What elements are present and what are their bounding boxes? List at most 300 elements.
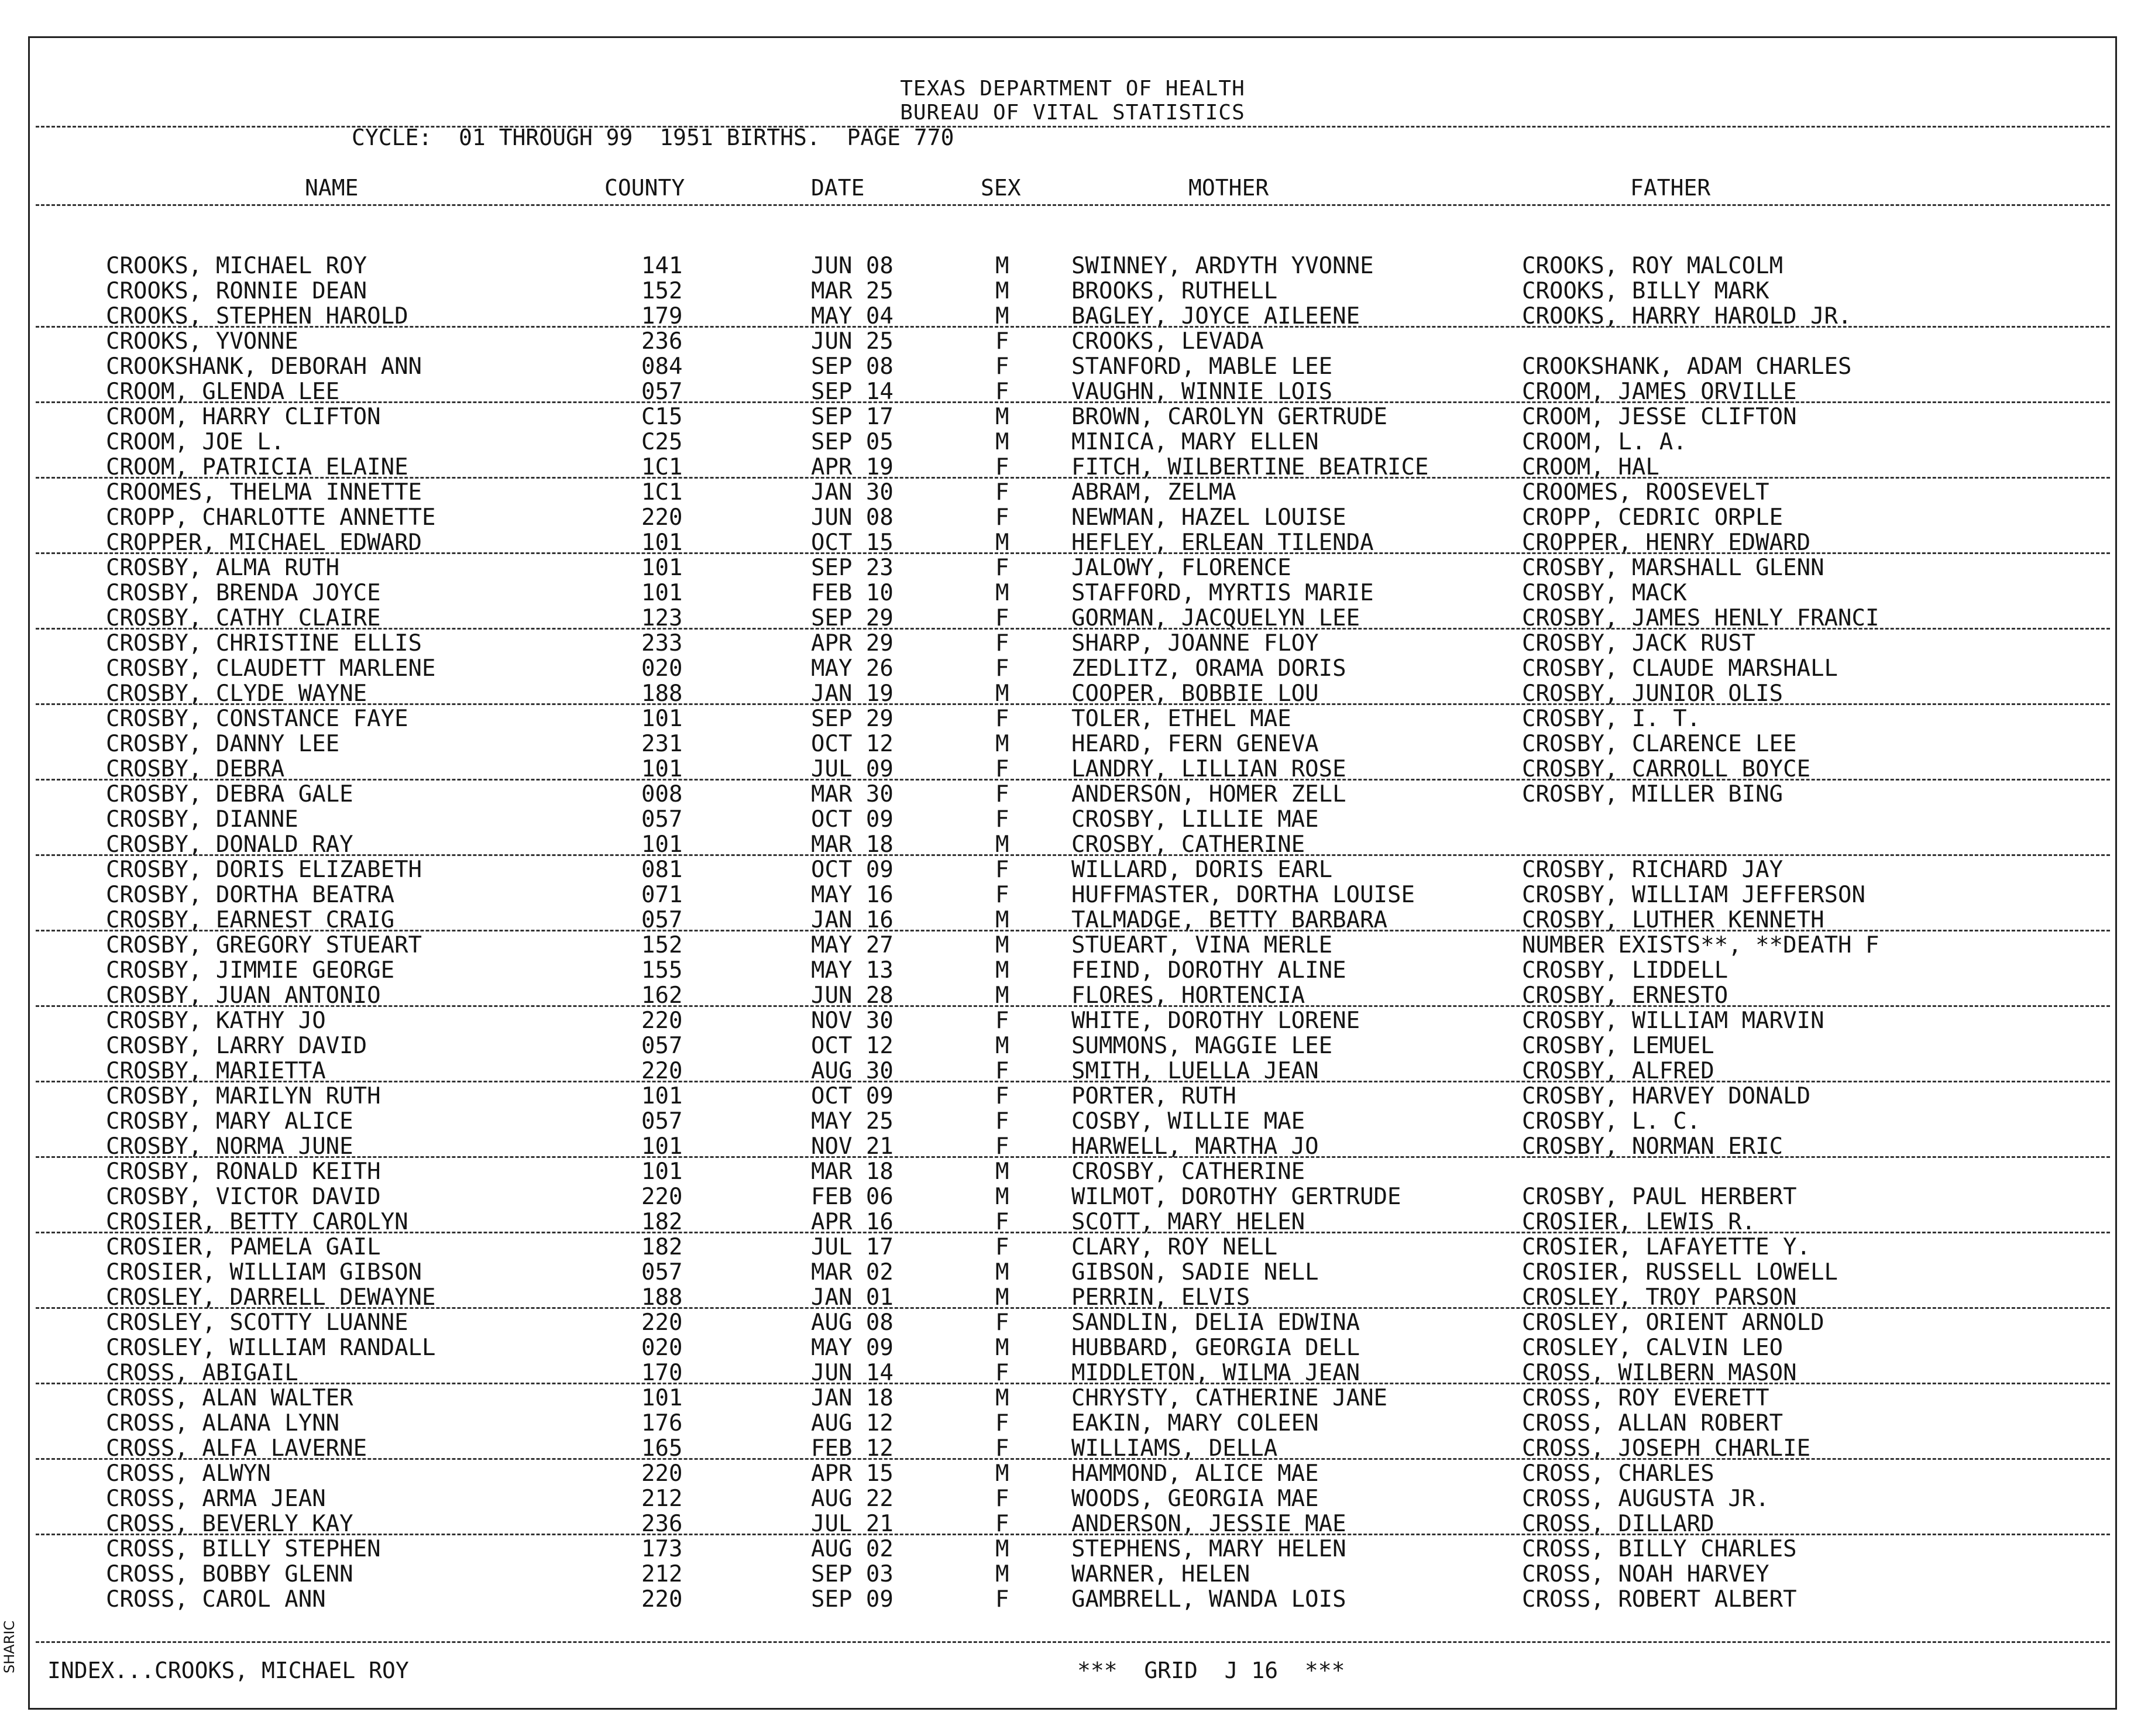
bureau-title: BUREAU OF VITAL STATISTICS (900, 101, 1245, 125)
cell-county: 101 (641, 756, 683, 782)
table-row (30, 1159, 2115, 1185)
cell-father: CROSIER, LEWIS R. (1522, 1209, 1756, 1235)
cell-father: CROSBY, JACK RUST (1522, 630, 1756, 656)
row-divider (36, 401, 2110, 403)
cell-sex: F (995, 379, 1009, 405)
cell-county: 152 (641, 932, 683, 958)
cell-date: SEP 05 (811, 429, 893, 455)
cell-date: FEB 06 (811, 1184, 893, 1210)
cell-father: CROSS, DILLARD (1522, 1511, 1714, 1537)
department-title: TEXAS DEPARTMENT OF HEALTH (900, 77, 1245, 101)
cell-county: 220 (641, 1586, 683, 1613)
cell-sex: M (995, 1335, 1009, 1361)
cell-name: CROSS, BILLY STEPHEN (106, 1536, 381, 1562)
cell-date: OCT 09 (811, 857, 893, 883)
cell-name: CROSS, BOBBY GLENN (106, 1561, 353, 1587)
table-row (30, 1008, 2115, 1034)
cell-date: APR 29 (811, 630, 893, 656)
table-row (30, 429, 2115, 455)
cell-county: 101 (641, 706, 683, 732)
cell-father: CROPPER, HENRY EDWARD (1522, 530, 1811, 556)
cell-date: FEB 10 (811, 580, 893, 606)
cell-name: CROPPER, MICHAEL EDWARD (106, 530, 422, 556)
cell-date: SEP 08 (811, 353, 893, 380)
cell-date: MAR 25 (811, 278, 893, 304)
cell-county: 057 (641, 1108, 683, 1135)
table-row (30, 857, 2115, 883)
cell-mother: CHRYSTY, CATHERINE JANE (1071, 1385, 1388, 1411)
column-header-father: FATHER (1630, 175, 1711, 201)
cell-name: CROSBY, JUAN ANTONIO (106, 982, 381, 1009)
cell-date: OCT 09 (811, 806, 893, 833)
cell-date: AUG 08 (811, 1309, 893, 1336)
cell-sex: M (995, 429, 1009, 455)
cell-name: CROPP, CHARLOTTE ANNETTE (106, 504, 436, 531)
cell-sex: M (995, 303, 1009, 329)
cell-date: JUN 08 (811, 504, 893, 531)
cell-county: 182 (641, 1209, 683, 1235)
cell-mother: SMITH, LUELLA JEAN (1071, 1058, 1319, 1084)
cell-mother: CROSBY, CATHERINE (1071, 1159, 1305, 1185)
cell-county: 141 (641, 253, 683, 279)
cell-county: 101 (641, 1385, 683, 1411)
cell-county: 101 (641, 1083, 683, 1109)
column-header-name: NAME (305, 175, 359, 201)
cell-mother: STEPHENS, MARY HELEN (1071, 1536, 1346, 1562)
cell-name: CROSBY, MARIETTA (106, 1058, 326, 1084)
divider (36, 126, 2110, 128)
cell-mother: EAKIN, MARY COLEEN (1071, 1410, 1319, 1436)
cell-father: CROOKS, HARRY HAROLD JR. (1522, 303, 1852, 329)
cell-sex: M (995, 530, 1009, 556)
cell-name: CROSBY, DORIS ELIZABETH (106, 857, 422, 883)
cell-name: CROSIER, WILLIAM GIBSON (106, 1259, 422, 1285)
cell-father: CROOMES, ROOSEVELT (1522, 479, 1769, 506)
cell-mother: MINICA, MARY ELLEN (1071, 429, 1319, 455)
cell-county: 101 (641, 1159, 683, 1185)
cell-sex: F (995, 479, 1009, 506)
cell-date: MAY 16 (811, 882, 893, 908)
row-divider (36, 930, 2110, 931)
divider (36, 204, 2110, 206)
table-row (30, 731, 2115, 757)
table-row (30, 1461, 2115, 1487)
cell-county: 182 (641, 1234, 683, 1260)
cell-mother: CLARY, ROY NELL (1071, 1234, 1278, 1260)
cell-date: OCT 12 (811, 731, 893, 757)
cell-father: CROSBY, RICHARD JAY (1522, 857, 1783, 883)
cell-name: CROSS, ALAN WALTER (106, 1385, 353, 1411)
table-row (30, 706, 2115, 732)
cell-name: CROSIER, PAMELA GAIL (106, 1234, 381, 1260)
cell-name: CROOMES, THELMA INNETTE (106, 479, 422, 506)
cell-county: 057 (641, 379, 683, 405)
cell-date: MAY 26 (811, 655, 893, 682)
cell-sex: M (995, 580, 1009, 606)
cell-name: CROOKS, YVONNE (106, 328, 298, 355)
cell-father: CROSBY, WILLIAM MARVIN (1522, 1008, 1824, 1034)
cell-county: 220 (641, 1460, 683, 1487)
cell-county: 220 (641, 1184, 683, 1210)
cell-county: 170 (641, 1360, 683, 1386)
table-row (30, 1260, 2115, 1285)
cell-father: CROSBY, L. C. (1522, 1108, 1701, 1135)
cell-name: CROOM, PATRICIA ELAINE (106, 454, 408, 480)
table-row (30, 555, 2115, 581)
cell-name: CROSS, CAROL ANN (106, 1586, 326, 1613)
cell-county: 1C1 (641, 479, 683, 506)
cell-date: MAY 09 (811, 1335, 893, 1361)
cell-mother: GIBSON, SADIE NELL (1071, 1259, 1319, 1285)
cell-father: NUMBER EXISTS**, **DEATH F (1522, 932, 1879, 958)
cell-mother: HUFFMASTER, DORTHA LOUISE (1071, 882, 1415, 908)
cell-father: CROOM, HAL (1522, 454, 1659, 480)
cell-father: CROOM, JESSE CLIFTON (1522, 404, 1797, 430)
cell-mother: BROOKS, RUTHELL (1071, 278, 1278, 304)
table-row (30, 933, 2115, 958)
cell-mother: HARWELL, MARTHA JO (1071, 1133, 1319, 1160)
cell-mother: SANDLIN, DELIA EDWINA (1071, 1309, 1360, 1336)
side-stamp: SHARIC (1, 1620, 18, 1673)
cell-county: 101 (641, 831, 683, 858)
cell-father: CROSBY, LIDDELL (1522, 957, 1728, 984)
cell-county: 220 (641, 504, 683, 531)
cell-date: SEP 29 (811, 706, 893, 732)
cell-sex: M (995, 731, 1009, 757)
cell-father: CROSBY, ALFRED (1522, 1058, 1714, 1084)
table-row (30, 882, 2115, 908)
cell-date: MAR 18 (811, 831, 893, 858)
cell-name: CROOKS, RONNIE DEAN (106, 278, 367, 304)
cell-father: CROSBY, PAUL HERBERT (1522, 1184, 1797, 1210)
cell-mother: GAMBRELL, WANDA LOIS (1071, 1586, 1346, 1613)
cell-sex: F (995, 1133, 1009, 1160)
cell-county: 101 (641, 1133, 683, 1160)
cell-county: 057 (641, 1259, 683, 1285)
cell-sex: M (995, 278, 1009, 304)
cell-sex: F (995, 882, 1009, 908)
cell-sex: F (995, 1586, 1009, 1613)
cell-mother: TALMADGE, BETTY BARBARA (1071, 907, 1388, 933)
cell-county: 220 (641, 1309, 683, 1336)
cell-mother: ZEDLITZ, ORAMA DORIS (1071, 655, 1346, 682)
cell-date: SEP 14 (811, 379, 893, 405)
cell-father: CROSS, AUGUSTA JR. (1522, 1486, 1769, 1512)
cell-father: CROPP, CEDRIC ORPLE (1522, 504, 1783, 531)
cell-sex: F (995, 857, 1009, 883)
cell-county: C25 (641, 429, 683, 455)
cell-sex: F (995, 1234, 1009, 1260)
cell-father: CROSIER, RUSSELL LOWELL (1522, 1259, 1838, 1285)
cell-county: 231 (641, 731, 683, 757)
cell-sex: F (995, 353, 1009, 380)
cell-date: JAN 19 (811, 680, 893, 707)
cell-name: CROSBY, CATHY CLAIRE (106, 605, 381, 631)
cell-father: CROSS, BILLY CHARLES (1522, 1536, 1797, 1562)
cell-sex: M (995, 1385, 1009, 1411)
cell-father: CROSIER, LAFAYETTE Y. (1522, 1234, 1811, 1260)
row-divider (36, 779, 2110, 781)
cell-date: MAR 18 (811, 1159, 893, 1185)
cell-sex: F (995, 1209, 1009, 1235)
cell-county: 236 (641, 328, 683, 355)
cell-date: FEB 12 (811, 1435, 893, 1462)
cell-name: CROSBY, KATHY JO (106, 1008, 326, 1034)
table-row (30, 1235, 2115, 1260)
cell-county: 152 (641, 278, 683, 304)
cell-county: 071 (641, 882, 683, 908)
cell-name: CROSBY, DEBRA GALE (106, 781, 353, 807)
table-row (30, 1184, 2115, 1210)
cell-county: 057 (641, 907, 683, 933)
cell-name: CROSLEY, DARRELL DEWAYNE (106, 1284, 436, 1311)
table-row (30, 1109, 2115, 1135)
cell-mother: FITCH, WILBERTINE BEATRICE (1071, 454, 1429, 480)
cell-mother: JALOWY, FLORENCE (1071, 555, 1291, 581)
cell-father: CROSBY, JAMES HENLY FRANCI (1522, 605, 1879, 631)
cell-mother: WILMOT, DOROTHY GERTRUDE (1071, 1184, 1401, 1210)
cell-name: CROSBY, JIMMIE GEORGE (106, 957, 395, 984)
cell-sex: F (995, 1309, 1009, 1336)
table-row (30, 1411, 2115, 1436)
cell-sex: M (995, 1561, 1009, 1587)
cell-county: 084 (641, 353, 683, 380)
cell-name: CROSS, ABIGAIL (106, 1360, 298, 1386)
cell-mother: STANFORD, MABLE LEE (1071, 353, 1333, 380)
cell-father: CROOM, L. A. (1522, 429, 1687, 455)
cell-sex: F (995, 454, 1009, 480)
cell-sex: M (995, 1159, 1009, 1185)
cell-county: 1C1 (641, 454, 683, 480)
cell-county: 057 (641, 806, 683, 833)
cell-county: 233 (641, 630, 683, 656)
row-divider (36, 1081, 2110, 1082)
cell-mother: BAGLEY, JOYCE AILEENE (1071, 303, 1360, 329)
cell-name: CROSBY, RONALD KEITH (106, 1159, 381, 1185)
cell-name: CROSS, ARMA JEAN (106, 1486, 326, 1512)
cell-sex: M (995, 1460, 1009, 1487)
row-divider (36, 1005, 2110, 1007)
cell-name: CROOM, GLENDA LEE (106, 379, 340, 405)
cell-county: 179 (641, 303, 683, 329)
table-row (30, 1562, 2115, 1587)
cell-date: AUG 30 (811, 1058, 893, 1084)
cell-name: CROSBY, CLYDE WAYNE (106, 680, 367, 707)
table-row (30, 480, 2115, 506)
cell-father: CROSBY, JUNIOR OLIS (1522, 680, 1783, 707)
cell-date: OCT 12 (811, 1033, 893, 1059)
cell-sex: F (995, 756, 1009, 782)
cell-mother: LANDRY, LILLIAN ROSE (1071, 756, 1346, 782)
cell-mother: SUMMONS, MAGGIE LEE (1071, 1033, 1333, 1059)
cell-name: CROSBY, DONALD RAY (106, 831, 353, 858)
table-row (30, 1587, 2115, 1613)
cell-county: 188 (641, 1284, 683, 1311)
cell-date: SEP 09 (811, 1586, 893, 1613)
cell-name: CROSBY, EARNEST CRAIG (106, 907, 395, 933)
row-divider (36, 1156, 2110, 1158)
cell-mother: HAMMOND, ALICE MAE (1071, 1460, 1319, 1487)
row-divider (36, 552, 2110, 554)
cell-father: CROSBY, HARVEY DONALD (1522, 1083, 1811, 1109)
cell-name: CROOKSHANK, DEBORAH ANN (106, 353, 422, 380)
cell-date: APR 19 (811, 454, 893, 480)
index-footer: INDEX...CROOKS, MICHAEL ROY (47, 1658, 409, 1683)
cell-county: 123 (641, 605, 683, 631)
table-row (30, 279, 2115, 304)
cell-date: JUL 17 (811, 1234, 893, 1260)
column-header-county: COUNTY (604, 175, 685, 201)
row-divider (36, 854, 2110, 856)
cell-county: C15 (641, 404, 683, 430)
cell-mother: CROSBY, LILLIE MAE (1071, 806, 1319, 833)
cell-county: 101 (641, 555, 683, 581)
cell-father: CROSLEY, CALVIN LEO (1522, 1335, 1783, 1361)
cell-date: JUN 28 (811, 982, 893, 1009)
cell-father: CROSBY, MACK (1522, 580, 1687, 606)
cell-name: CROOKS, STEPHEN HAROLD (106, 303, 408, 329)
cell-father: CROSLEY, TROY PARSON (1522, 1284, 1797, 1311)
cell-name: CROSBY, CONSTANCE FAYE (106, 706, 408, 732)
cell-father: CROSBY, WILLIAM JEFFERSON (1522, 882, 1865, 908)
cell-date: JUN 25 (811, 328, 893, 355)
cell-mother: GORMAN, JACQUELYN LEE (1071, 605, 1360, 631)
cell-date: SEP 17 (811, 404, 893, 430)
table-row (30, 354, 2115, 380)
table-row (30, 505, 2115, 531)
cell-mother: WHITE, DOROTHY LORENE (1071, 1008, 1360, 1034)
cell-date: MAY 25 (811, 1108, 893, 1135)
cell-sex: F (995, 1083, 1009, 1109)
cell-sex: M (995, 253, 1009, 279)
cell-father: CROSBY, CLAUDE MARSHALL (1522, 655, 1838, 682)
cell-father: CROOM, JAMES ORVILLE (1522, 379, 1797, 405)
cell-mother: FEIND, DOROTHY ALINE (1071, 957, 1346, 984)
cell-sex: F (995, 706, 1009, 732)
cell-mother: NEWMAN, HAZEL LOUISE (1071, 504, 1346, 531)
cell-mother: MIDDLETON, WILMA JEAN (1071, 1360, 1360, 1386)
table-row (30, 1335, 2115, 1361)
cell-date: AUG 22 (811, 1486, 893, 1512)
cell-sex: F (995, 504, 1009, 531)
table-row (30, 807, 2115, 833)
cell-name: CROSLEY, WILLIAM RANDALL (106, 1335, 436, 1361)
cell-date: NOV 30 (811, 1008, 893, 1034)
cell-mother: ABRAM, ZELMA (1071, 479, 1236, 506)
cell-father: CROSBY, NORMAN ERIC (1522, 1133, 1783, 1160)
table-row (30, 404, 2115, 430)
cell-mother: SHARP, JOANNE FLOY (1071, 630, 1319, 656)
table-row (30, 958, 2115, 984)
cell-name: CROSBY, DIANNE (106, 806, 298, 833)
cell-date: SEP 23 (811, 555, 893, 581)
birth-index-page (28, 36, 2117, 1710)
cell-sex: F (995, 630, 1009, 656)
cell-name: CROSS, ALANA LYNN (106, 1410, 340, 1436)
table-row (30, 329, 2115, 355)
cell-county: 020 (641, 1335, 683, 1361)
cell-sex: M (995, 932, 1009, 958)
cell-sex: M (995, 680, 1009, 707)
row-divider (36, 1458, 2110, 1460)
cell-sex: M (995, 957, 1009, 984)
cell-sex: M (995, 1536, 1009, 1562)
cell-date: OCT 09 (811, 1083, 893, 1109)
cell-sex: F (995, 1058, 1009, 1084)
cell-sex: M (995, 1033, 1009, 1059)
table-row (30, 580, 2115, 606)
cell-sex: F (995, 655, 1009, 682)
cell-name: CROOM, JOE L. (106, 429, 285, 455)
cell-date: MAR 02 (811, 1259, 893, 1285)
cell-sex: M (995, 1284, 1009, 1311)
cell-sex: F (995, 1008, 1009, 1034)
cell-date: SEP 03 (811, 1561, 893, 1587)
cell-date: AUG 02 (811, 1536, 893, 1562)
row-divider (36, 703, 2110, 705)
cell-mother: VAUGHN, WINNIE LOIS (1071, 379, 1333, 405)
row-divider (36, 1232, 2110, 1233)
cell-name: CROOM, HARRY CLIFTON (106, 404, 381, 430)
cell-name: CROSBY, MARY ALICE (106, 1108, 353, 1135)
cell-date: MAY 13 (811, 957, 893, 984)
cell-name: CROSIER, BETTY CAROLYN (106, 1209, 408, 1235)
cell-father: CROSS, ALLAN ROBERT (1522, 1410, 1783, 1436)
cell-mother: BROWN, CAROLYN GERTRUDE (1071, 404, 1388, 430)
cell-date: JUL 09 (811, 756, 893, 782)
cell-father: CROSBY, I. T. (1522, 706, 1701, 732)
grid-reference: *** GRID J 16 *** (1077, 1658, 1345, 1683)
row-divider (36, 1383, 2110, 1384)
cell-father: CROSBY, ERNESTO (1522, 982, 1728, 1009)
cell-sex: F (995, 1108, 1009, 1135)
cell-name: CROSBY, LARRY DAVID (106, 1033, 367, 1059)
cell-mother: PORTER, RUTH (1071, 1083, 1236, 1109)
cell-name: CROSBY, MARILYN RUTH (106, 1083, 381, 1109)
cell-mother: WARNER, HELEN (1071, 1561, 1250, 1587)
cell-father: CROSBY, CARROLL BOYCE (1522, 756, 1811, 782)
cell-father: CROSS, JOSEPH CHARLIE (1522, 1435, 1811, 1462)
cell-father: CROSS, CHARLES (1522, 1460, 1714, 1487)
cell-mother: ANDERSON, HOMER ZELL (1071, 781, 1346, 807)
cell-county: 057 (641, 1033, 683, 1059)
cell-sex: M (995, 1184, 1009, 1210)
cell-date: JAN 01 (811, 1284, 893, 1311)
cell-mother: WOODS, GEORGIA MAE (1071, 1486, 1319, 1512)
cell-name: CROSBY, GREGORY STUEART (106, 932, 422, 958)
table-row (30, 782, 2115, 807)
table-row (30, 1386, 2115, 1411)
table-row (30, 656, 2115, 682)
cell-sex: M (995, 907, 1009, 933)
cell-name: CROSBY, NORMA JUNE (106, 1133, 353, 1160)
cell-county: 220 (641, 1008, 683, 1034)
table-row (30, 1084, 2115, 1109)
cell-date: SEP 29 (811, 605, 893, 631)
cell-date: JAN 30 (811, 479, 893, 506)
cell-county: 008 (641, 781, 683, 807)
cell-mother: HUBBARD, GEORGIA DELL (1071, 1335, 1360, 1361)
cell-sex: F (995, 605, 1009, 631)
cell-name: CROSBY, CHRISTINE ELLIS (106, 630, 422, 656)
cell-father: CROSS, ROY EVERETT (1522, 1385, 1769, 1411)
cell-mother: HEFLEY, ERLEAN TILENDA (1071, 530, 1374, 556)
divider (36, 1641, 2110, 1643)
cell-sex: F (995, 328, 1009, 355)
cell-name: CROSBY, DORTHA BEATRA (106, 882, 395, 908)
cell-name: CROSBY, DEBRA (106, 756, 285, 782)
cell-date: JUN 08 (811, 253, 893, 279)
